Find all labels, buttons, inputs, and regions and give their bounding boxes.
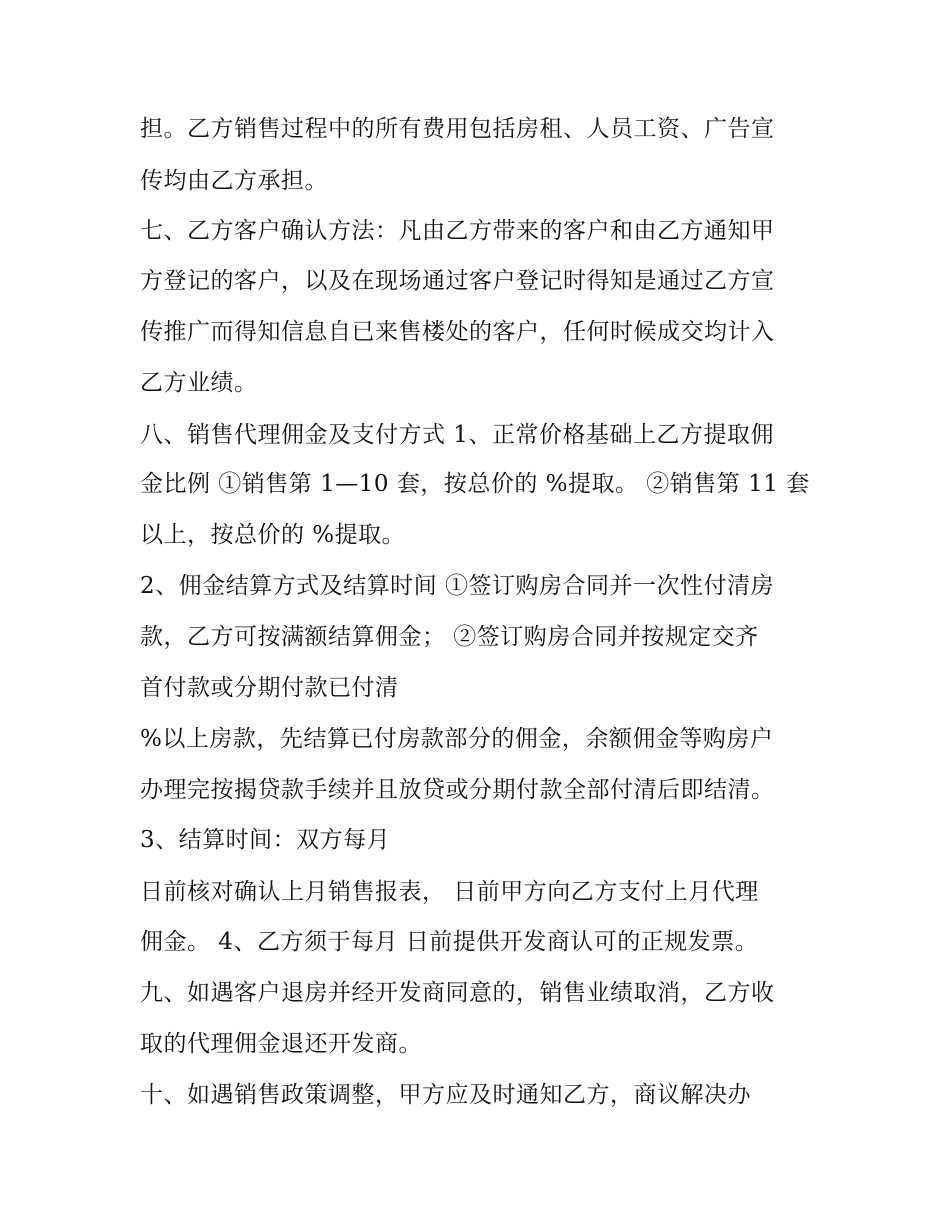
text-line: 十、如遇销售政策调整，甲方应及时通知乙方，商议解决办: [140, 1082, 751, 1108]
text-line: 担。乙方销售过程中的所有费用包括房租、人员工资、广告宣: [140, 116, 775, 142]
text-line: 取的代理佣金退还开发商。: [140, 1031, 422, 1057]
text-line: 2、佣金结算方式及结算时间 ①签订购房合同并一次性付清房: [140, 573, 774, 599]
text-line: 八、销售代理佣金及支付方式 1、正常价格基础上乙方提取佣: [140, 422, 774, 448]
text-line: 金比例 ①销售第 1—10 套，按总价的 %提取。 ②销售第 11 套: [140, 471, 810, 497]
text-line: 首付款或分期付款已付清: [140, 675, 399, 701]
text-line: 传均由乙方承担。: [140, 168, 328, 194]
text-line: 办理完按揭贷款手续并且放贷或分期付款全部付清后即结清。: [140, 777, 775, 803]
text-line: %以上房款，先结算已付房款部分的佣金，余额佣金等购房户: [140, 726, 774, 752]
text-line: 乙方业绩。: [140, 370, 258, 396]
text-line: 方登记的客户，以及在现场通过客户登记时得知是通过乙方宣: [140, 268, 775, 294]
text-line: 传推广而得知信息自已来售楼处的客户，任何时候成交均计入: [140, 319, 775, 345]
text-line: 以上，按总价的 %提取。: [140, 522, 406, 548]
text-line: 佣金。 4、乙方须于每月 日前提供开发商认可的正规发票。: [140, 929, 759, 955]
text-line: 日前核对确认上月销售报表， 日前甲方向乙方支付上月代理: [140, 879, 759, 905]
text-line: 3、结算时间：双方每月: [140, 827, 391, 853]
text-line: 款，乙方可按满额结算佣金； ②签订购房合同并按规定交齐: [140, 624, 759, 650]
text-line: 七、乙方客户确认方法：凡由乙方带来的客户和由乙方通知甲: [140, 218, 775, 244]
text-line: 九、如遇客户退房并经开发商同意的，销售业绩取消，乙方收: [140, 980, 775, 1006]
